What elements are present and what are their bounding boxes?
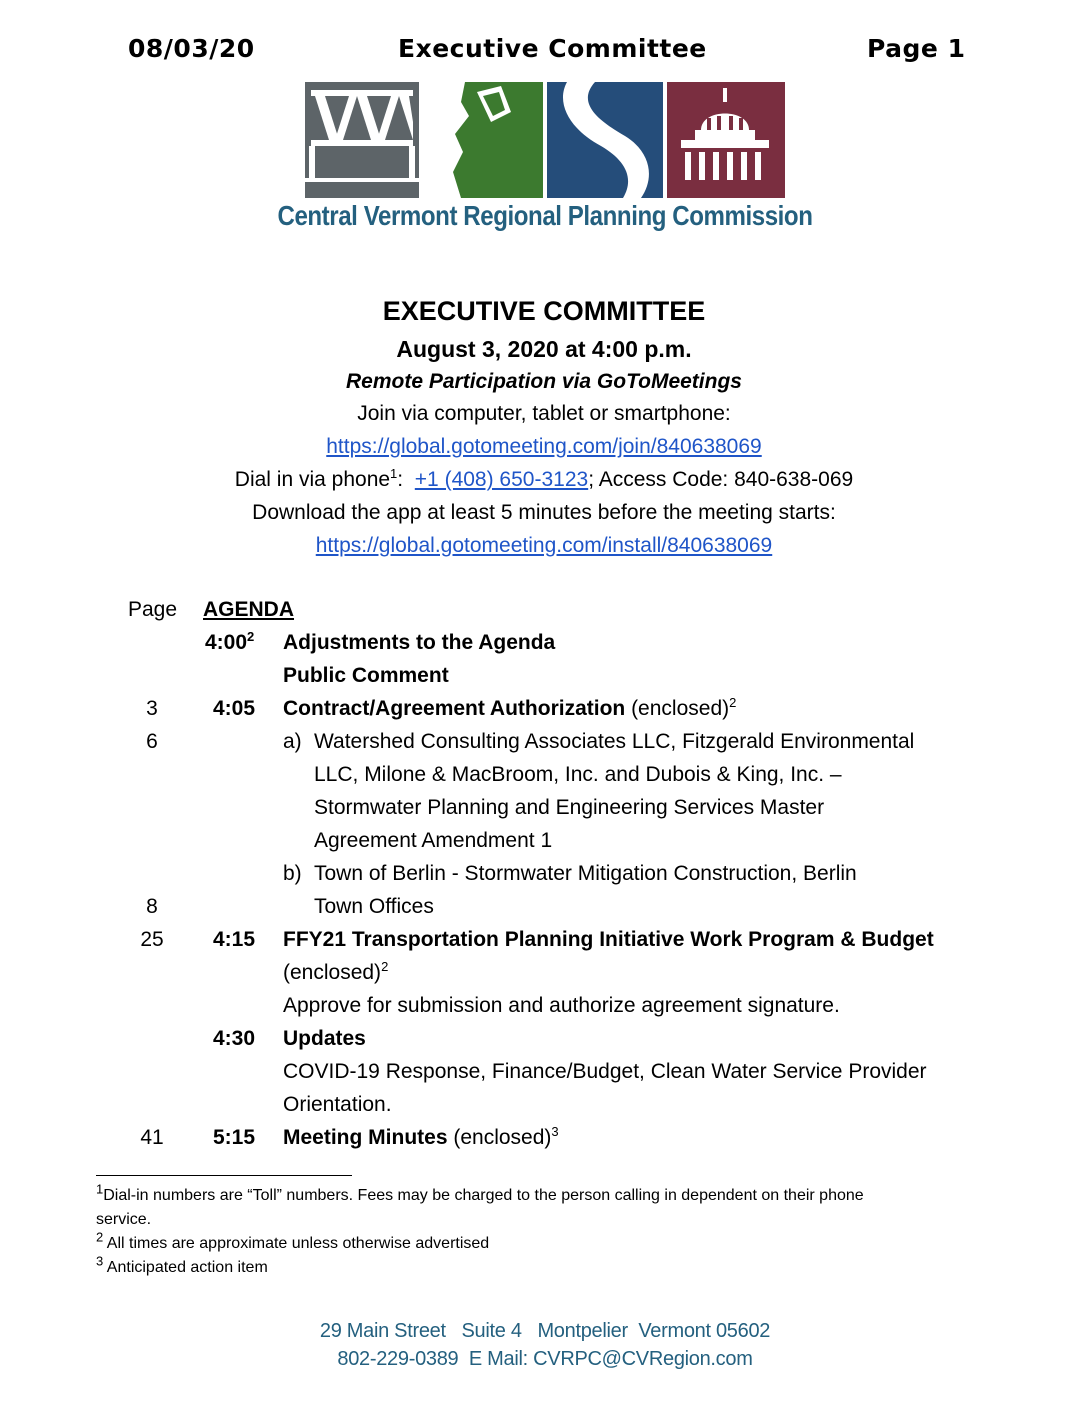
agenda-page: 25 [140, 928, 164, 951]
agenda-item-ffy21-detail [0, 994, 1088, 1027]
agenda-title: Contract/Agreement Authorization [283, 697, 626, 720]
footnote-divider [96, 1175, 352, 1176]
agenda-title: Updates [283, 1027, 366, 1050]
page-column-header: Page [128, 598, 178, 621]
agenda-note-line [283, 961, 973, 985]
agenda-title: FFY21 Transportation Planning Initiative Work Program & Budget [283, 928, 934, 951]
install-url-link[interactable]: https://global.gotomeeting.com/install/840638069 [315, 534, 773, 557]
agenda-note: (enclosed) [625, 697, 730, 720]
agenda-time: 4:30 [212, 1027, 256, 1050]
agenda-time: $4:00^2$ [205, 629, 255, 654]
agenda-title-line [283, 1126, 973, 1150]
agenda-subitem-b-line1 [0, 862, 1088, 895]
agenda-page: 6 [146, 730, 158, 753]
agenda-title-line [283, 697, 973, 721]
agenda-item-public-comment [0, 664, 1088, 697]
agenda-item-ffy21 [0, 928, 1088, 961]
dial-prefix: Dial in via phone [234, 468, 391, 491]
agenda-time: 4:15 [212, 928, 256, 951]
agenda-item-adjustments [0, 631, 1088, 664]
agenda-table [0, 598, 1088, 1159]
access-code: ; Access Code: 840-638-069 [588, 468, 854, 491]
agenda-page: 8 [146, 895, 158, 918]
subitem-text: Stormwater Planning and Engineering Services Master [314, 796, 825, 819]
header-date: 08/03/20 [128, 34, 255, 63]
agenda-note: (enclosed) [447, 1126, 552, 1149]
agenda-subitem-b-line2 [0, 895, 1088, 928]
agenda-detail: Orientation. [283, 1093, 392, 1116]
agenda-note-ref: 3 [551, 1124, 559, 1139]
agenda-subitem-a-line1 [0, 730, 1088, 763]
agenda-heading: AGENDA [203, 598, 295, 621]
footnote-3: $^3$ Anticipated action item [96, 1253, 268, 1276]
agenda-item-contract [0, 697, 1088, 730]
subitem-text: Town Offices [314, 895, 434, 918]
join-url-link[interactable]: https://global.gotomeeting.com/join/840638069 [326, 435, 762, 458]
dial-colon: : [397, 468, 415, 491]
subitem-text: Watershed Consulting Associates LLC, Fitzgerald Environmental [314, 730, 915, 753]
footer-contact: 802-229-0389 E Mail: CVRPC@CVRegion.com [337, 1348, 753, 1370]
subitem-text: Agreement Amendment 1 [314, 829, 553, 852]
agenda-header-row [0, 598, 1088, 631]
agenda-note-ref: 2 [381, 959, 389, 974]
dial-in-line [120, 468, 968, 492]
join-label: Join via computer, tablet or smartphone: [357, 402, 731, 425]
agenda-time: 5:15 [212, 1126, 256, 1149]
agenda-item-updates-detail-1 [0, 1060, 1088, 1093]
agenda-detail: COVID-19 Response, Finance/Budget, Clean Water Service Provider [283, 1060, 927, 1083]
subitem-label: a) [283, 730, 302, 753]
agenda-title: Meeting Minutes [283, 1126, 448, 1149]
footer-address: 29 Main Street Suite 4 Montpelier Vermont 05602 [319, 1320, 771, 1342]
dial-footnote-ref: 1 [390, 466, 398, 481]
meeting-datetime: August 3, 2020 at 4:00 p.m. [396, 336, 692, 362]
agenda-item-updates-detail-2 [0, 1093, 1088, 1126]
download-label: Download the app at least 5 minutes before the meeting starts: [252, 501, 836, 524]
subitem-text: LLC, Milone & MacBroom, Inc. and Dubois & King, Inc. – [314, 763, 842, 786]
agenda-page: 41 [140, 1126, 164, 1149]
footnote-1: $^1$Dial-in numbers are “Toll” numbers. Fees may be charged to the person calling in dependent on their phone [96, 1181, 864, 1204]
header-page: Page 1 [867, 34, 966, 63]
dial-number-link[interactable]: +1 (408) 650-3123 [414, 468, 589, 491]
agenda-subitem-a-line3 [0, 796, 1088, 829]
meeting-title: EXECUTIVE COMMITTEE [382, 296, 706, 326]
agenda-time: 4:05 [212, 697, 256, 720]
header-title: Executive Committee [398, 34, 707, 63]
agenda-detail: Approve for submission and authorize agreement signature. [283, 994, 840, 1017]
agenda-subitem-a-line4 [0, 829, 1088, 862]
org-name: Central Vermont Regional Planning Commission [277, 200, 813, 231]
agenda-item-updates [0, 1027, 1088, 1060]
agenda-note-ref: 2 [729, 695, 737, 710]
agenda-item-minutes [0, 1126, 1088, 1159]
agenda-page: 3 [146, 697, 158, 720]
remote-participation: Remote Participation via GoToMeetings [346, 370, 742, 393]
join-url-line [120, 435, 968, 459]
agenda-title: Adjustments to the Agenda [283, 631, 556, 654]
agenda-note: (enclosed) [283, 961, 382, 984]
subitem-label: b) [283, 862, 302, 885]
footnote-2: $^2$ All times are approximate unless otherwise advertised [96, 1229, 490, 1252]
subitem-text: Town of Berlin - Stormwater Mitigation Construction, Berlin [314, 862, 857, 885]
agenda-subitem-a-line2 [0, 763, 1088, 796]
footnote-1-cont: service. [96, 1211, 152, 1228]
agenda-title: Public Comment [283, 664, 449, 687]
install-url-line [120, 534, 968, 558]
cvrpc-logo [305, 82, 785, 198]
agenda-item-ffy21-note [0, 961, 1088, 994]
